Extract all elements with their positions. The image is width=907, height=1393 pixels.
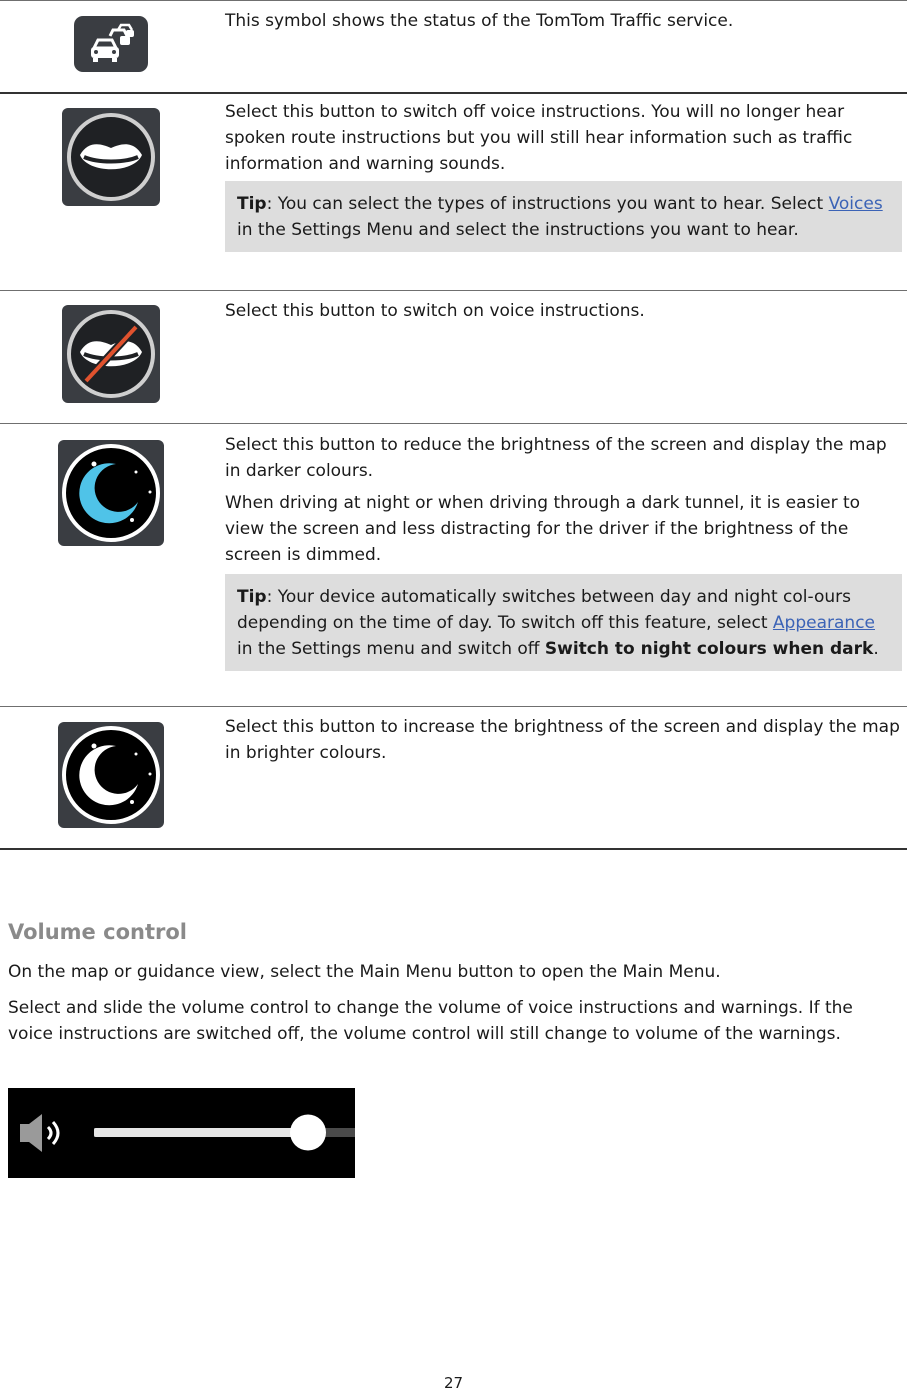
traffic-status-icon	[74, 16, 148, 72]
description-text: Select this button to switch off voice instructions. You will no longer hear spoken route instructions but you will still hear information such as traffic information and warning sounds.	[225, 102, 853, 174]
description-cell	[225, 298, 903, 324]
paragraph: On the map or guidance view, select the Main Menu button to open the Main Menu.	[8, 962, 721, 982]
table-row	[0, 707, 907, 848]
tip-box	[225, 574, 902, 671]
voices-link[interactable]: Voices	[828, 194, 883, 214]
description-text: When driving at night or when driving through a dark tunnel, it is easier to view the screen and less distracting for the driver if the brightness of the screen is dimmed.	[225, 493, 861, 565]
tip-text: in the Settings Menu and select the instructions you want to hear.	[237, 220, 799, 240]
description-text: Select this button to switch on voice instructions.	[225, 301, 645, 321]
description-text: Select this button to increase the brightness of the screen and display the map in brighter colours.	[225, 717, 900, 763]
description-cell	[225, 99, 903, 252]
table-row	[0, 424, 907, 706]
voice-instructions-on-icon	[62, 108, 160, 206]
slider-fill	[94, 1128, 308, 1137]
section-body	[8, 959, 898, 1047]
page-number: 27	[443, 1374, 464, 1392]
tip-text: .	[873, 639, 879, 659]
slider-thumb[interactable]	[290, 1115, 326, 1151]
description-cell	[225, 432, 903, 671]
volume-slider[interactable]	[8, 1088, 355, 1178]
paragraph: Select and slide the volume control to change the volume of voice instructions and warnings. If the voice instructions are switched off, the volume control will still change to volume of the warnings.	[8, 998, 853, 1044]
description-text: Select this button to reduce the brightness of the screen and display the map in darker colours.	[225, 435, 887, 481]
table-row	[0, 94, 907, 289]
voice-instructions-off-icon	[62, 305, 160, 403]
tip-text: : You can select the types of instructions you want to hear. Select	[266, 194, 829, 214]
tip-label: Tip	[237, 194, 267, 214]
description-cell	[225, 8, 903, 34]
section-heading: Volume control	[8, 920, 187, 944]
table-bottom-border	[0, 848, 907, 850]
setting-name: Switch to night colours when dark	[544, 639, 874, 659]
tip-label: Tip	[237, 587, 267, 607]
night-colours-icon	[58, 440, 164, 546]
tip-text: in the Settings menu and switch off	[237, 639, 545, 659]
description-cell	[225, 714, 903, 766]
appearance-link[interactable]: Appearance	[772, 613, 875, 633]
description-text: This symbol shows the status of the TomTom Traffic service.	[225, 11, 734, 31]
day-colours-icon	[58, 722, 164, 828]
table-row	[0, 0, 907, 92]
tip-box	[225, 181, 902, 252]
table-row	[0, 291, 907, 423]
tip-text: : Your device automatically switches between day and night col-ours depending on the time of day. To switch off this feature, select	[237, 587, 852, 633]
